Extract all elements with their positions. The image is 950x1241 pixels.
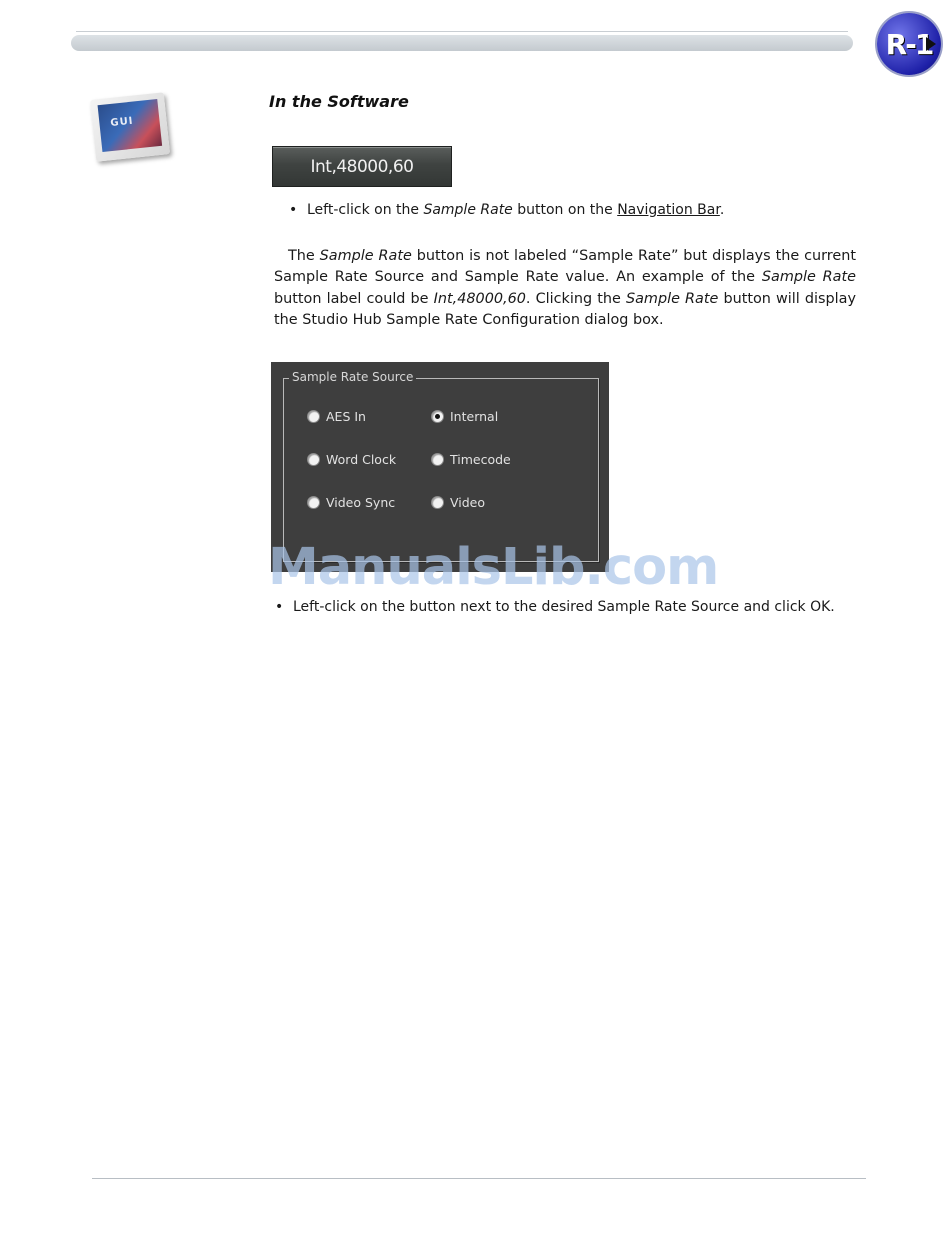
header-bar — [71, 35, 853, 51]
radio-circle-icon — [431, 453, 444, 466]
bullet1-emphasis: Sample Rate — [423, 202, 513, 218]
para-emphasis-4: Sample Rate — [625, 290, 719, 307]
instruction-bullet-2 — [275, 597, 835, 617]
radio-circle-icon — [307, 453, 320, 466]
bullet1-text-post: . — [719, 202, 725, 218]
radio-label: Timecode — [450, 452, 511, 467]
manualslib-watermark: ManualsLib.com — [268, 538, 719, 597]
bullet-dot: • — [275, 599, 284, 615]
footer-rule — [92, 1178, 866, 1179]
description-paragraph — [274, 246, 856, 331]
bullet1-text-mid: button on the — [512, 202, 618, 218]
navigation-bar-link[interactable]: Navigation Bar — [617, 202, 720, 218]
radio-selected-icon — [431, 410, 444, 423]
sample-rate-source-group — [283, 378, 599, 562]
radio-timecode[interactable] — [431, 452, 511, 467]
header-rule — [76, 31, 848, 32]
para-emphasis-2: Sample Rate — [761, 269, 856, 286]
para-text-5: button will display the Studio Hub Sample Rate Configuration dialog box. — [274, 290, 856, 328]
radio-video[interactable] — [431, 495, 485, 510]
radio-word-clock[interactable] — [307, 452, 396, 467]
sample-rate-button[interactable]: Int,48000,60 — [272, 146, 452, 187]
gui-icon-label: GUI — [109, 115, 135, 129]
para-text-2: button is not labeled “Sample Rate” but displays the current Sample Rate Source and Sample Rate value. An example of the — [274, 248, 856, 286]
radio-label: Video — [450, 495, 486, 510]
para-text-1: The — [288, 248, 320, 264]
para-text-3: button label could be — [274, 290, 434, 307]
gui-monitor-screen — [98, 99, 163, 152]
para-emphasis-3: Int,48000,60 — [433, 290, 526, 307]
gui-monitor-icon — [90, 92, 170, 161]
bullet1-text-pre: Left-click on the — [307, 202, 424, 218]
para-text-4: . Clicking the — [525, 290, 626, 307]
sample-rate-source-label: Sample Rate Source — [289, 370, 416, 384]
instruction-bullet-1 — [289, 200, 724, 220]
radio-label: Word Clock — [326, 452, 397, 467]
radio-label: Video Sync — [326, 495, 396, 510]
r1-logo — [877, 13, 941, 75]
para-emphasis-1: Sample Rate — [319, 248, 412, 264]
play-arrow-icon — [926, 37, 936, 51]
bullet2-text: Left-click on the button next to the desired Sample Rate Source and click OK. — [293, 599, 835, 615]
radio-label: Internal — [450, 409, 499, 424]
radio-internal[interactable] — [431, 409, 498, 424]
radio-label: AES In — [326, 409, 366, 424]
radio-circle-icon — [431, 496, 444, 509]
radio-circle-icon — [307, 410, 320, 423]
radio-circle-icon — [307, 496, 320, 509]
section-title: In the Software — [269, 92, 409, 111]
radio-aes-in[interactable] — [307, 409, 366, 424]
radio-video-sync[interactable] — [307, 495, 395, 510]
bullet-dot: • — [289, 202, 298, 218]
r1-logo-text: R-1 — [885, 27, 933, 61]
